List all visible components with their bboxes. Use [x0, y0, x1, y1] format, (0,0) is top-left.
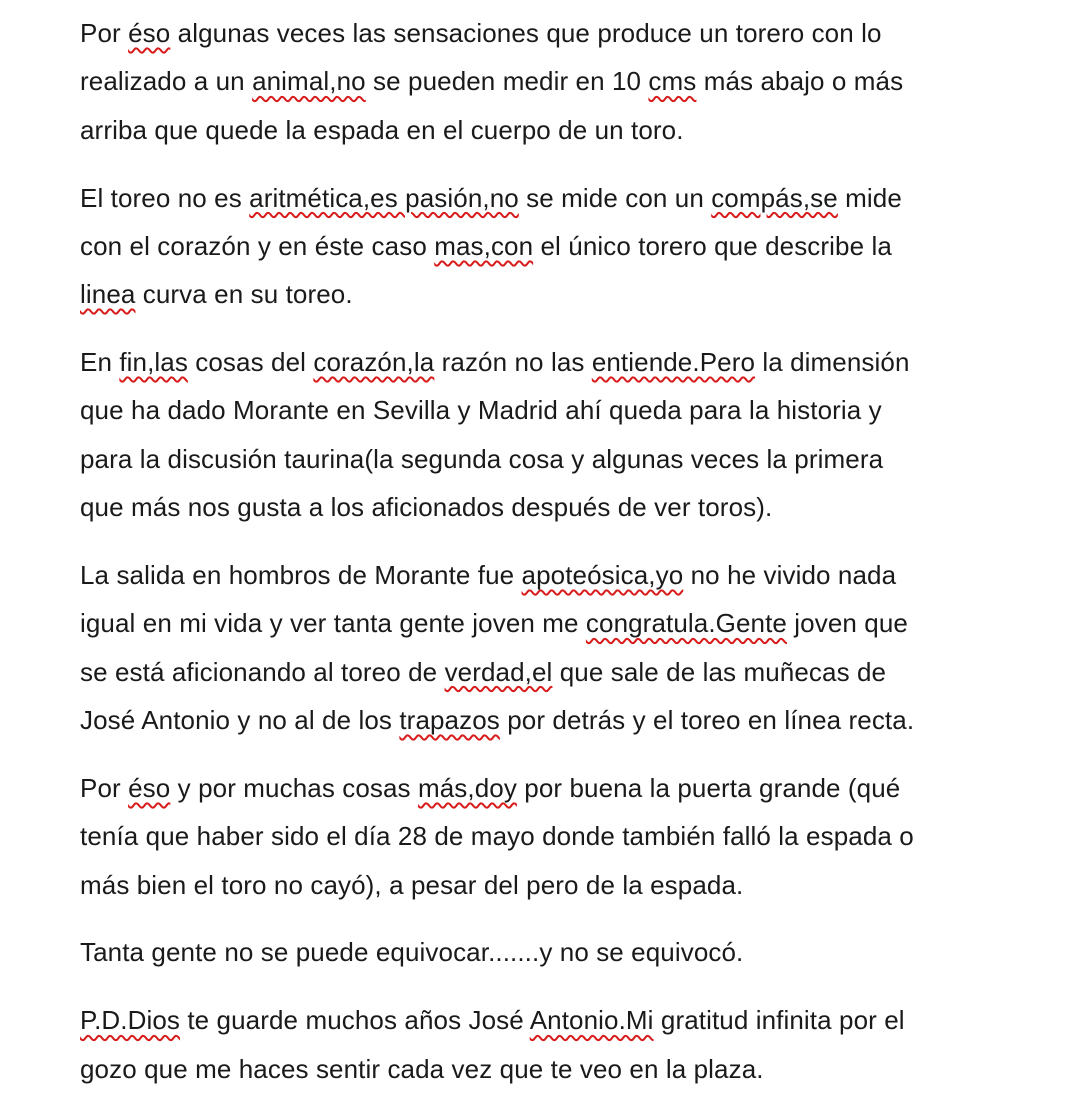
text-line [80, 386, 1015, 434]
text-run: Por [80, 772, 129, 803]
text-run: Por [80, 18, 129, 48]
spellcheck-flagged-word[interactable]: corazón,la [313, 347, 435, 378]
paragraph-6 [80, 928, 1015, 976]
text-run: por detrás y el toreo en línea recta. [499, 704, 915, 735]
text-run: para la discusión taurina(la segunda cosa y algunas veces la primera [80, 443, 884, 474]
text-line [80, 483, 1015, 531]
text-run: cosas del [187, 347, 314, 378]
text-line [80, 599, 1015, 647]
spellcheck-flagged-word[interactable]: más,doy [417, 772, 517, 803]
text-run: se mide con un [518, 182, 712, 213]
spellcheck-flagged-word[interactable]: compás,se [711, 182, 838, 213]
spellcheck-flagged-word[interactable]: linea [80, 279, 136, 310]
text-run: y por muchas cosas [170, 772, 418, 803]
text-line [80, 9, 1015, 57]
text-run: gratitud infinita por el [653, 1005, 905, 1036]
text-run: El toreo no es [80, 182, 250, 213]
text-line [80, 57, 1015, 105]
text-run: la dimensión [755, 347, 910, 378]
document-body[interactable] [80, 9, 1015, 1113]
text-line [80, 435, 1015, 483]
spellcheck-flagged-word[interactable]: cms [648, 66, 697, 97]
text-line [80, 174, 1015, 222]
spellcheck-flagged-word[interactable]: congratula.Gente [585, 608, 787, 639]
spellcheck-flagged-word[interactable]: éso [128, 772, 171, 803]
spellcheck-flagged-word[interactable]: P.D.Dios [80, 1005, 181, 1036]
text-run: La salida en hombros de Morante fue [80, 560, 522, 591]
text-line [80, 764, 1015, 812]
spellcheck-flagged-word[interactable]: mas,con [434, 230, 534, 261]
text-line [80, 648, 1015, 696]
paragraph-3 [80, 338, 1015, 531]
text-run: algunas veces las sensaciones que produce un torero con lo [170, 18, 882, 48]
text-run: se está aficionando al toreo de [80, 656, 445, 687]
text-line [80, 696, 1015, 744]
text-run: con el corazón y en éste caso [80, 230, 435, 261]
paragraph-1 [80, 9, 1015, 154]
paragraph-5 [80, 764, 1015, 909]
text-run: te guarde muchos años José [180, 1005, 530, 1036]
text-run: realizado a un [80, 66, 253, 97]
text-run: no he vivido nada [683, 560, 897, 591]
text-run: se pueden medir en 10 [365, 66, 649, 97]
text-line [80, 551, 1015, 599]
text-run: el único torero que describe la [533, 230, 892, 261]
spellcheck-flagged-word[interactable]: aritmética,es pasión,no [249, 182, 519, 213]
text-run: tenía que haber sido el día 28 de mayo donde también falló la espada o [80, 821, 914, 852]
text-run: En [80, 347, 120, 378]
text-run: gozo que me haces sentir cada vez que te veo en la plaza. [80, 1053, 764, 1084]
text-run: más abajo o más [696, 66, 904, 97]
text-line [80, 812, 1015, 860]
paragraph-2 [80, 174, 1015, 319]
spellcheck-flagged-word[interactable]: trapazos [399, 704, 500, 735]
text-run: joven que [786, 608, 908, 639]
paragraph-7 [80, 996, 1015, 1093]
text-run: por buena la puerta grande (qué [516, 772, 901, 803]
text-run: que ha dado Morante en Sevilla y Madrid ahí queda para la historia y [80, 395, 882, 426]
text-run: arriba que quede la espada en el cuerpo de un toro. [80, 114, 684, 145]
spellcheck-flagged-word[interactable]: animal,no [252, 66, 366, 97]
spellcheck-flagged-word[interactable]: entiende.Pero [591, 347, 756, 378]
spellcheck-flagged-word[interactable]: Antonio.Mi [529, 1005, 654, 1036]
spellcheck-flagged-word[interactable]: verdad,el [444, 656, 553, 687]
text-run: curva en su toreo. [135, 279, 353, 310]
text-run: José Antonio y no al de los [80, 704, 400, 735]
text-line [80, 861, 1015, 909]
text-run: que sale de las muñecas de [552, 656, 887, 687]
text-line [80, 996, 1015, 1044]
text-line [80, 1045, 1015, 1093]
spellcheck-flagged-word[interactable]: éso [128, 18, 171, 48]
text-run: que más nos gusta a los aficionados después de ver toros). [80, 492, 773, 523]
text-run: Tanta gente no se puede equivocar.......y no se equivocó. [80, 937, 744, 968]
text-run: razón no las [434, 347, 592, 378]
text-line [80, 222, 1015, 270]
spellcheck-flagged-word[interactable]: apoteósica,yo [521, 560, 684, 591]
text-run: mide [837, 182, 902, 213]
text-line [80, 338, 1015, 386]
spellcheck-flagged-word[interactable]: fin,las [119, 347, 188, 378]
text-line [80, 270, 1015, 318]
text-line [80, 928, 1015, 976]
text-line [80, 106, 1015, 154]
text-run: igual en mi vida y ver tanta gente joven me [80, 608, 586, 639]
paragraph-4 [80, 551, 1015, 744]
text-run: más bien el toro no cayó), a pesar del pero de la espada. [80, 869, 744, 900]
